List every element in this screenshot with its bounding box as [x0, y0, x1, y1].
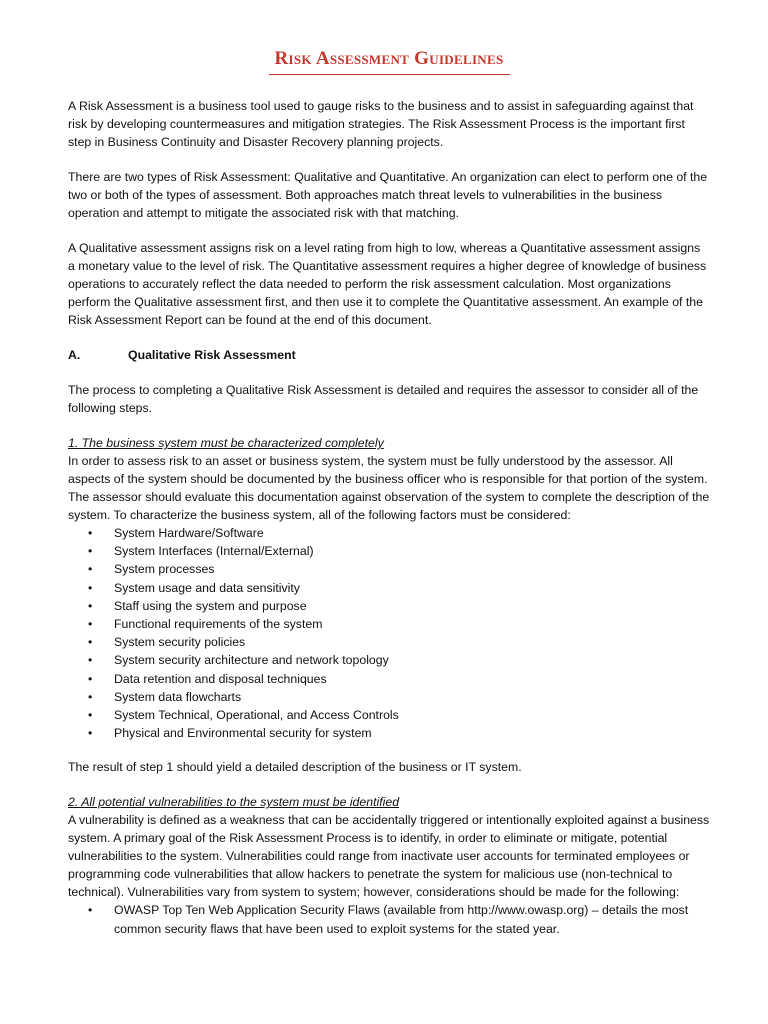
step2-body: A vulnerability is defined as a weakness that can be accidentally triggered or intentionally exploited against a business system. A primary goal of the Risk Assessment Process is to identify, in order to eliminate or mitigate, potential vulnerabilities to the system. Vulnerabilities could range from inactivate user accounts for terminated employees or programming code vulnerabilities that allow hackers to penetrate the system for malicious use (non-technical to technical). Vulnerabilities vary from system to system; however, considerations should be made for the following:: [68, 813, 710, 900]
intro-paragraph: A Risk Assessment is a business tool used to gauge risks to the business and to assist in safeguarding against that risk by developing countermeasures and mitigation strategies. The Risk Assessment Process is the important first step in Business Continuity and Disaster Recovery planning projects.: [68, 99, 694, 149]
list-item: • Data retention and disposal techniques: [68, 670, 710, 688]
bullet-icon: •: [88, 580, 93, 595]
list-item: • System Hardware/Software: [68, 524, 710, 542]
bullet-icon: •: [88, 562, 93, 577]
list-item: • OWASP Top Ten Web Application Security Flaws (available from http://www.owasp.org) – details the most common security flaws that have been used to exploit systems for the stated year.: [88, 903, 689, 936]
bullet-icon: •: [88, 598, 93, 613]
bullet-icon: •: [88, 617, 93, 632]
qualitative-vs-quantitative-paragraph: A Qualitative assessment assigns risk on a level rating from high to low, whereas a Quantitative assessment assigns a monetary value to the level of risk. The Quantitative assessment requires a higher degree of knowledge of business operations to accurately reflect the data needed to perform the risk assessment calculation. Most organizations perform the Qualitative assessment first, and then use it to complete the Quantitative assessment. An example of the Risk Assessment Report can be found at the end of this document.: [68, 241, 707, 327]
list-item: • System security architecture and network topology: [68, 651, 710, 669]
bullet-icon: •: [88, 544, 93, 559]
section-a-title: Qualitative Risk Assessment: [128, 348, 296, 362]
title-wrap: [68, 46, 710, 75]
bullet-icon: •: [88, 671, 93, 686]
step2-title: 2. All potential vulnerabilities to the system must be identified: [68, 795, 400, 810]
bullet-icon: •: [88, 708, 93, 723]
step1-result: The result of step 1 should yield a detailed description of the business or IT system.: [68, 760, 522, 775]
list-item: • System processes: [68, 560, 710, 578]
bullet-icon: •: [88, 726, 93, 741]
bullet-icon: •: [88, 526, 93, 540]
bullet-icon: •: [88, 689, 93, 704]
document-page: [68, 46, 710, 938]
process-paragraph: The process to completing a Qualitative Risk Assessment is detailed and requires the assessor to consider all of the following steps.: [68, 383, 699, 415]
bullet-icon: •: [88, 635, 93, 650]
list-item: • Physical and Environmental security for system: [68, 724, 710, 742]
list-item: • Functional requirements of the system: [68, 615, 710, 633]
section-a-letter: A.: [68, 348, 81, 362]
list-item: • System security policies: [68, 633, 710, 651]
step2-consideration-list: [68, 901, 710, 937]
document-title: Risk Assessment Guidelines: [269, 46, 510, 75]
step1-title: 1. The business system must be characterized completely: [68, 436, 384, 450]
step1-factor-list: [68, 524, 710, 742]
types-paragraph: There are two types of Risk Assessment: Qualitative and Quantitative. An organization can elect to perform one of the two or both of the types of assessment. Both approaches match threat levels to vulnerabilities in the business operation and attempt to mitigate the associated risk with that matching.: [68, 170, 708, 220]
bullet-icon: •: [88, 903, 93, 918]
list-item: • System usage and data sensitivity: [68, 579, 710, 597]
list-item: • System data flowcharts: [68, 688, 710, 706]
list-item: • System Interfaces (Internal/External): [68, 542, 710, 560]
bullet-icon: •: [88, 653, 93, 668]
list-item: • Staff using the system and purpose: [68, 597, 710, 615]
list-item: • System Technical, Operational, and Access Controls: [68, 706, 710, 724]
step1-body: In order to assess risk to an asset or business system, the system must be fully understood by the assessor. All aspects of the system should be documented by the business officer who is responsible for that portion of the system. The assessor should evaluate this documentation against observation of the system to complete the description of the system. To characterize the business system, all of the following factors must be considered:: [68, 454, 710, 522]
section-a-heading: [68, 346, 710, 364]
